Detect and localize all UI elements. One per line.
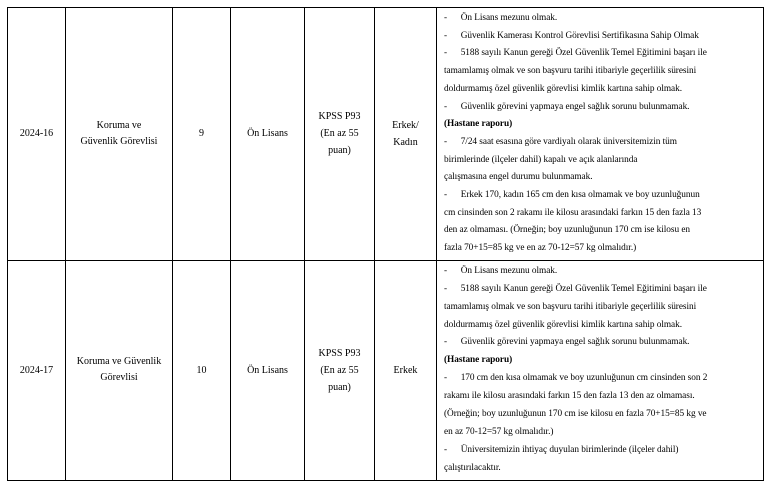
- education-level: Ön Lisans: [231, 8, 305, 261]
- requirement-line: - Üniversitemizin ihtiyaç duyulan birimlerinde (ilçeler dahil): [444, 444, 679, 455]
- table-row: [8, 260, 764, 480]
- requirement-line: - Güvenlik Kamerası Kontrol Görevlisi Sertifikasına Sahip Olmak: [444, 30, 699, 41]
- position-count: 10: [173, 260, 231, 480]
- requirement-line: çalıştırılacaktır.: [444, 462, 501, 473]
- requirement-line: doldurmamış özel güvenlik görevlisi kimlik kartına sahip olmak.: [444, 319, 683, 330]
- requirement-line: - Ön Lisans mezunu olmak.: [444, 265, 558, 276]
- requirement-line: - 170 cm den kısa olmamak ve boy uzunluğunun cm cinsinden son 2: [444, 373, 708, 384]
- position-title: Koruma ve Güvenlik Görevlisi: [66, 260, 173, 480]
- requirement-line: (Hastane raporu): [444, 355, 513, 366]
- position-code: 2024-16: [8, 8, 66, 261]
- positions-table: [7, 7, 764, 481]
- requirements-list: [437, 8, 764, 261]
- requirement-line: (Örneğin; boy uzunluğunun 170 cm ise kilosu en fazla 70+15=85 kg ve: [444, 409, 707, 420]
- requirement-line: (Hastane raporu): [444, 119, 513, 130]
- requirement-line: tamamlamış olmak ve son başvuru tarihi itibariyle geçerlilik süresini: [444, 66, 697, 77]
- requirement-line: en az 70-12=57 kg olmalıdır.): [444, 427, 554, 437]
- requirement-line: - 7/24 saat esasına göre vardiyalı olarak üniversitemizin tüm: [444, 136, 677, 147]
- position-title: Koruma ve Güvenlik Görevlisi: [66, 8, 173, 261]
- requirement-line: den az olmaması. (Örneğin; boy uzunluğunun 170 cm ise kilosu en: [444, 225, 691, 236]
- requirement-line: çalışmasına engel durumu bulunmamak.: [444, 172, 593, 183]
- requirement-line: cm cinsinden son 2 rakamı ile kilosu arasındaki farkın 15 den fazla 13: [444, 207, 702, 218]
- requirement-line: tamamlamış olmak ve son başvuru tarihi itibariyle geçerlilik süresini: [444, 301, 697, 312]
- requirement-line: - Güvenlik görevini yapmaya engel sağlık sorunu bulunmamak.: [444, 101, 690, 112]
- position-code: 2024-17: [8, 260, 66, 480]
- requirements-list: [437, 260, 764, 480]
- position-count: 9: [173, 8, 231, 261]
- gender: Erkek: [375, 260, 437, 480]
- kpss-requirement: KPSS P93 (En az 55 puan): [305, 8, 375, 261]
- requirement-line: - 5188 sayılı Kanun gereği Özel Güvenlik Temel Eğitimini başarı ile: [444, 48, 707, 59]
- requirement-line: rakamı ile kilosu arasındaki farkın 15 den fazla 13 den az olmaması.: [444, 391, 695, 402]
- kpss-requirement: KPSS P93 (En az 55 puan): [305, 260, 375, 480]
- table-row: [8, 8, 764, 261]
- requirement-line: - Güvenlik görevini yapmaya engel sağlık sorunu bulunmamak.: [444, 337, 690, 348]
- requirement-line: - Ön Lisans mezunu olmak.: [444, 13, 558, 23]
- requirement-line: - 5188 sayılı Kanun gereği Özel Güvenlik Temel Eğitimini başarı ile: [444, 283, 707, 294]
- education-level: Ön Lisans: [231, 260, 305, 480]
- requirement-line: birimlerinde (ilçeler dahil) kapalı ve açık alanlarında: [444, 154, 638, 165]
- gender: Erkek/ Kadın: [375, 8, 437, 261]
- requirement-line: fazla 70+15=85 kg ve en az 70-12=57 kg olmalıdır.): [444, 243, 637, 254]
- requirement-line: doldurmamış özel güvenlik görevlisi kimlik kartına sahip olmak.: [444, 83, 683, 94]
- requirement-line: - Erkek 170, kadın 165 cm den kısa olmamak ve boy uzunluğunun: [444, 190, 700, 201]
